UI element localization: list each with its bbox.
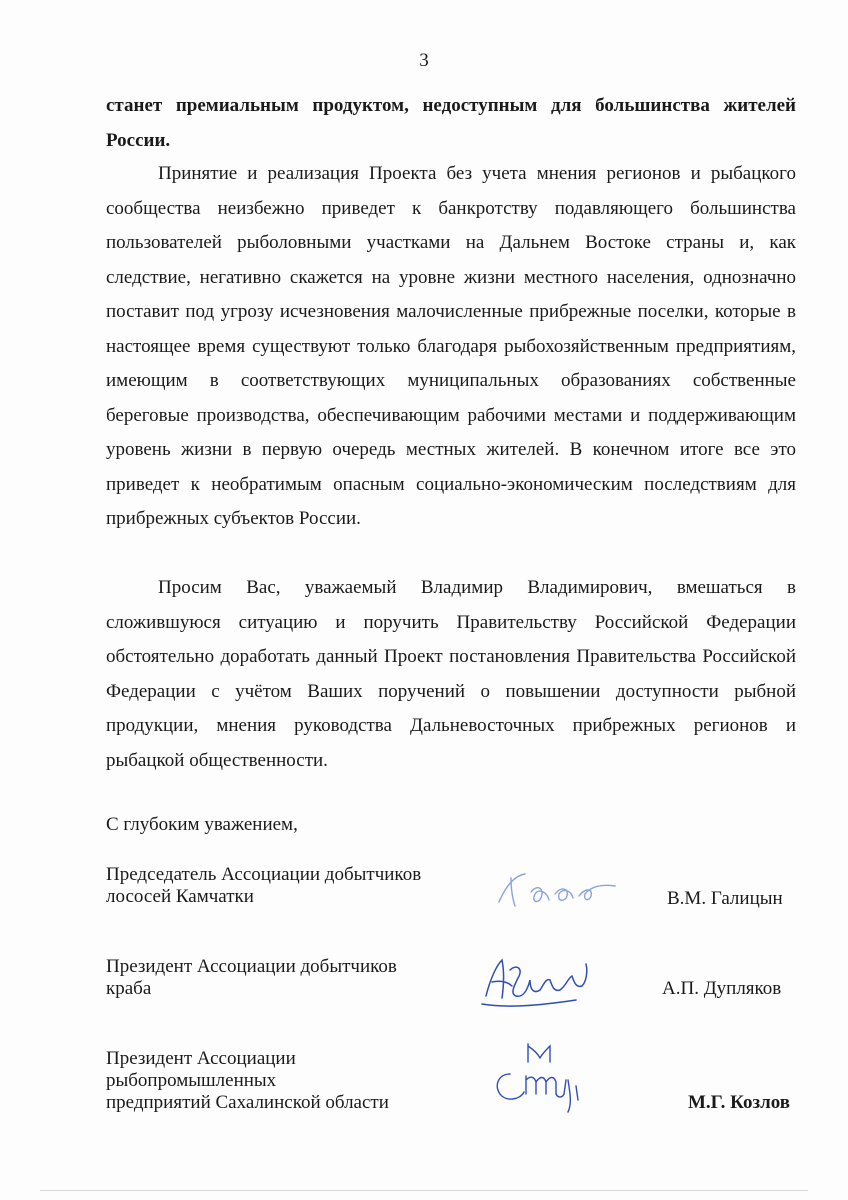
signatory-name: В.М. Галицын xyxy=(667,888,783,909)
signatory-title-line: предприятий Сахалинской области xyxy=(106,1092,389,1113)
closing-salutation: С глубоким уважением, xyxy=(106,814,298,835)
paragraph-continuation-text: станет премиальным продуктом, недоступным для большинства жителей России. xyxy=(106,95,796,151)
signatory-title-line: лососей Камчатки xyxy=(106,886,254,907)
signature-mark xyxy=(491,866,621,916)
signatory-title-line: краба xyxy=(106,978,152,999)
paragraph-continuation xyxy=(106,89,796,158)
signatory-title-line: Президент Ассоциации xyxy=(106,1048,296,1069)
signatory-title xyxy=(106,1048,466,1114)
signatory-title-line: рыбопромышленных xyxy=(106,1070,277,1091)
signatory-title-line: Президент Ассоциации добытчиков xyxy=(106,956,397,977)
signatory-block xyxy=(106,1048,806,1148)
page-number: 3 xyxy=(419,50,429,71)
signatory-block xyxy=(106,956,806,1056)
signatory-name: М.Г. Козлов xyxy=(688,1092,791,1113)
paragraph-consequences-text: Принятие и реализация Проекта без учета мнения регионов и рыбацкого сообщества неизбежно приведет к банкротству подавляющего большинства пользователей рыболовными участками на Дальнем Востоке страны и, как следствие, негативно скажется на уровне жизни местного населения, однозначно поставит под угрозу исчезновения малочисленные прибрежные поселки, которые в настоящее время существуют только благодаря рыбохозяйственным предприятиям, имеющим в соответствующих муниципальных образованиях собственные береговые производства, обеспечивающим рабочими местами и поддерживающим уровень жизни в первую очередь местных жителей. В конечном итоге все это приведет к необратимым опасным социально-экономическим последствиям для прибрежных субъектов России. xyxy=(106,163,796,529)
page-bottom-edge xyxy=(40,1190,808,1191)
signatory-name: А.П. Дупляков xyxy=(662,978,782,999)
signature-mark xyxy=(476,950,596,1014)
signatory-title xyxy=(106,956,466,1000)
paragraph-consequences xyxy=(106,157,796,537)
signatory-block xyxy=(106,864,806,964)
paragraph-request xyxy=(106,571,796,778)
signatory-title-line: Председатель Ассоциации добытчиков xyxy=(106,864,422,885)
paragraph-request-text: Просим Вас, уважаемый Владимир Владимирович, вмешаться в сложившуюся ситуацию и поручить Правительству Российской Федерации обстоятельно доработать данный Проект постановления Правительства Российской Федерации с учётом Ваших поручений о повышении доступности рыбной продукции, мнения руководства Дальневосточных прибрежных регионов и рыбацкой общественности. xyxy=(106,577,796,771)
signature-mark xyxy=(484,1036,604,1116)
signatory-title xyxy=(106,864,466,908)
